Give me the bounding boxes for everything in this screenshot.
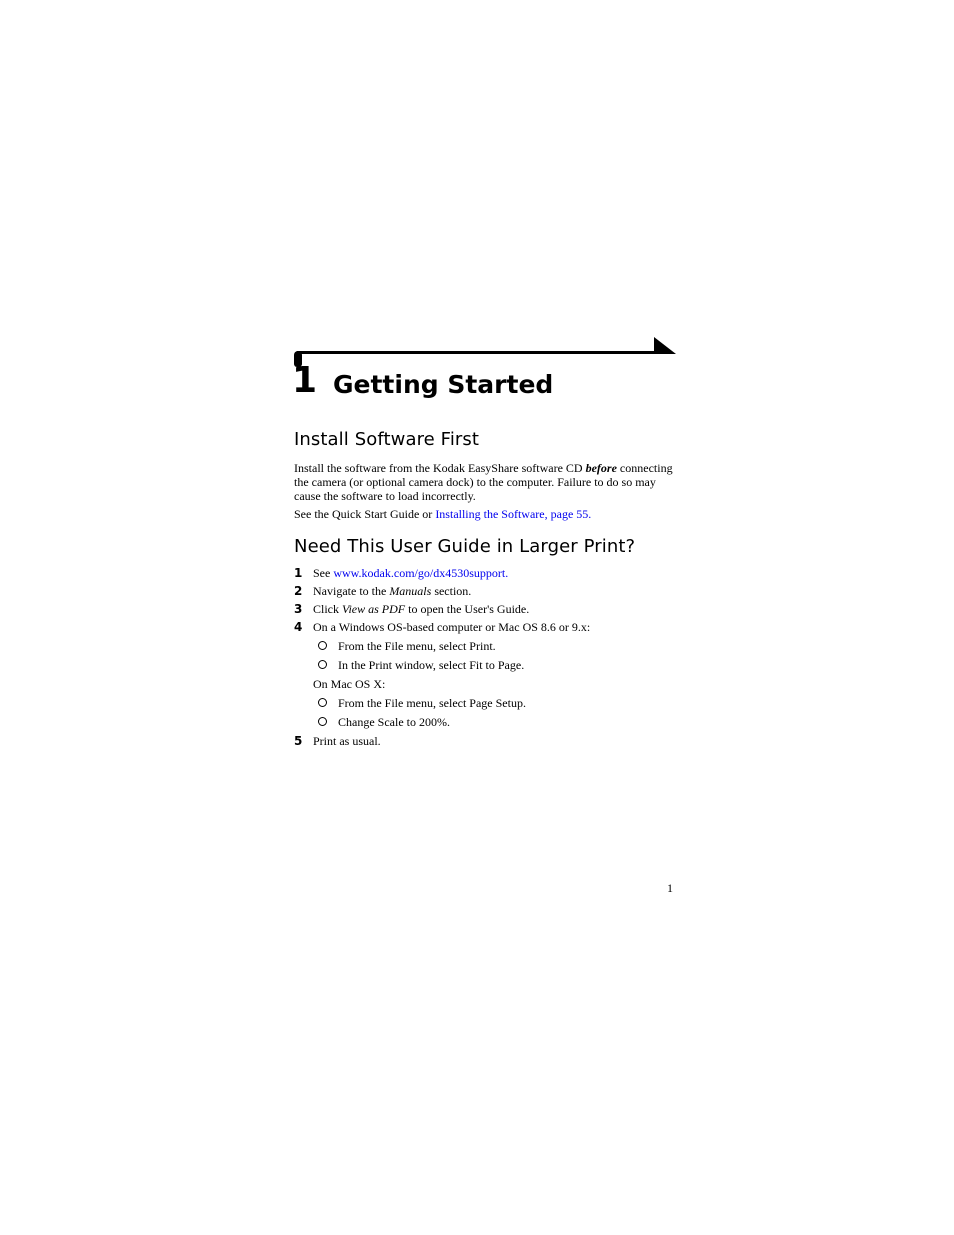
step-number: 3 xyxy=(294,602,303,616)
support-url-link[interactable]: www.kodak.com/go/dx4530support xyxy=(333,566,506,580)
bullet-text: From the File menu, select Print. xyxy=(338,639,496,653)
step-text xyxy=(313,583,471,599)
install-text-end: connecting the camera (or optional camera dock) to the computer. Failure to do so may cause the software to load incorrectly. xyxy=(294,461,673,503)
step-text: Print as usual. xyxy=(313,734,381,748)
step-2-text-end: section. xyxy=(431,584,472,598)
hollow-circle-bullet-icon xyxy=(318,660,327,669)
step-2-text-start: Navigate to the xyxy=(313,584,390,598)
step-2-emphasis: Manuals xyxy=(389,584,432,598)
step-text xyxy=(313,601,529,617)
chapter-number: 1 xyxy=(292,360,318,401)
bullet-text: Change Scale to 200%. xyxy=(338,715,450,729)
hollow-circle-bullet-icon xyxy=(318,641,327,650)
step-number: 1 xyxy=(294,566,303,580)
step-number: 2 xyxy=(294,584,303,598)
hollow-circle-bullet-icon xyxy=(318,698,327,707)
step-3-text-end: to open the User's Guide. xyxy=(405,602,530,616)
bullet-text: In the Print window, select Fit to Page. xyxy=(338,658,525,672)
mac-os-x-label: On Mac OS X: xyxy=(313,677,386,691)
quick-start-paragraph xyxy=(294,507,674,521)
step-number: 4 xyxy=(294,620,303,634)
step-3-text-start: Click xyxy=(313,602,342,616)
link-period: . xyxy=(505,566,509,580)
step-1-text: See xyxy=(313,566,334,580)
link-period: . xyxy=(588,507,592,521)
install-text-start: Install the software from the Kodak EasyShare software CD xyxy=(294,461,586,475)
chapter-title: Getting Started xyxy=(333,370,554,399)
step-text: On a Windows OS-based computer or Mac OS 8.6 or 9.x: xyxy=(313,620,591,634)
quick-start-text: See the Quick Start Guide or xyxy=(294,507,436,521)
hollow-circle-bullet-icon xyxy=(318,717,327,726)
chapter-rule-line xyxy=(297,351,659,354)
section-heading-install: Install Software First xyxy=(294,429,480,450)
section-heading-larger-print: Need This User Guide in Larger Print? xyxy=(294,536,636,557)
page-number: 1 xyxy=(667,881,673,895)
step-text xyxy=(313,565,508,581)
installing-software-link[interactable]: Installing the Software, page 55 xyxy=(435,507,589,521)
chapter-rule-arrow-icon xyxy=(654,335,676,357)
step-number: 5 xyxy=(294,734,303,748)
bullet-text: From the File menu, select Page Setup. xyxy=(338,696,526,710)
step-3-emphasis: View as PDF xyxy=(342,602,406,616)
install-emphasis: before xyxy=(585,461,617,475)
install-paragraph xyxy=(294,461,674,503)
